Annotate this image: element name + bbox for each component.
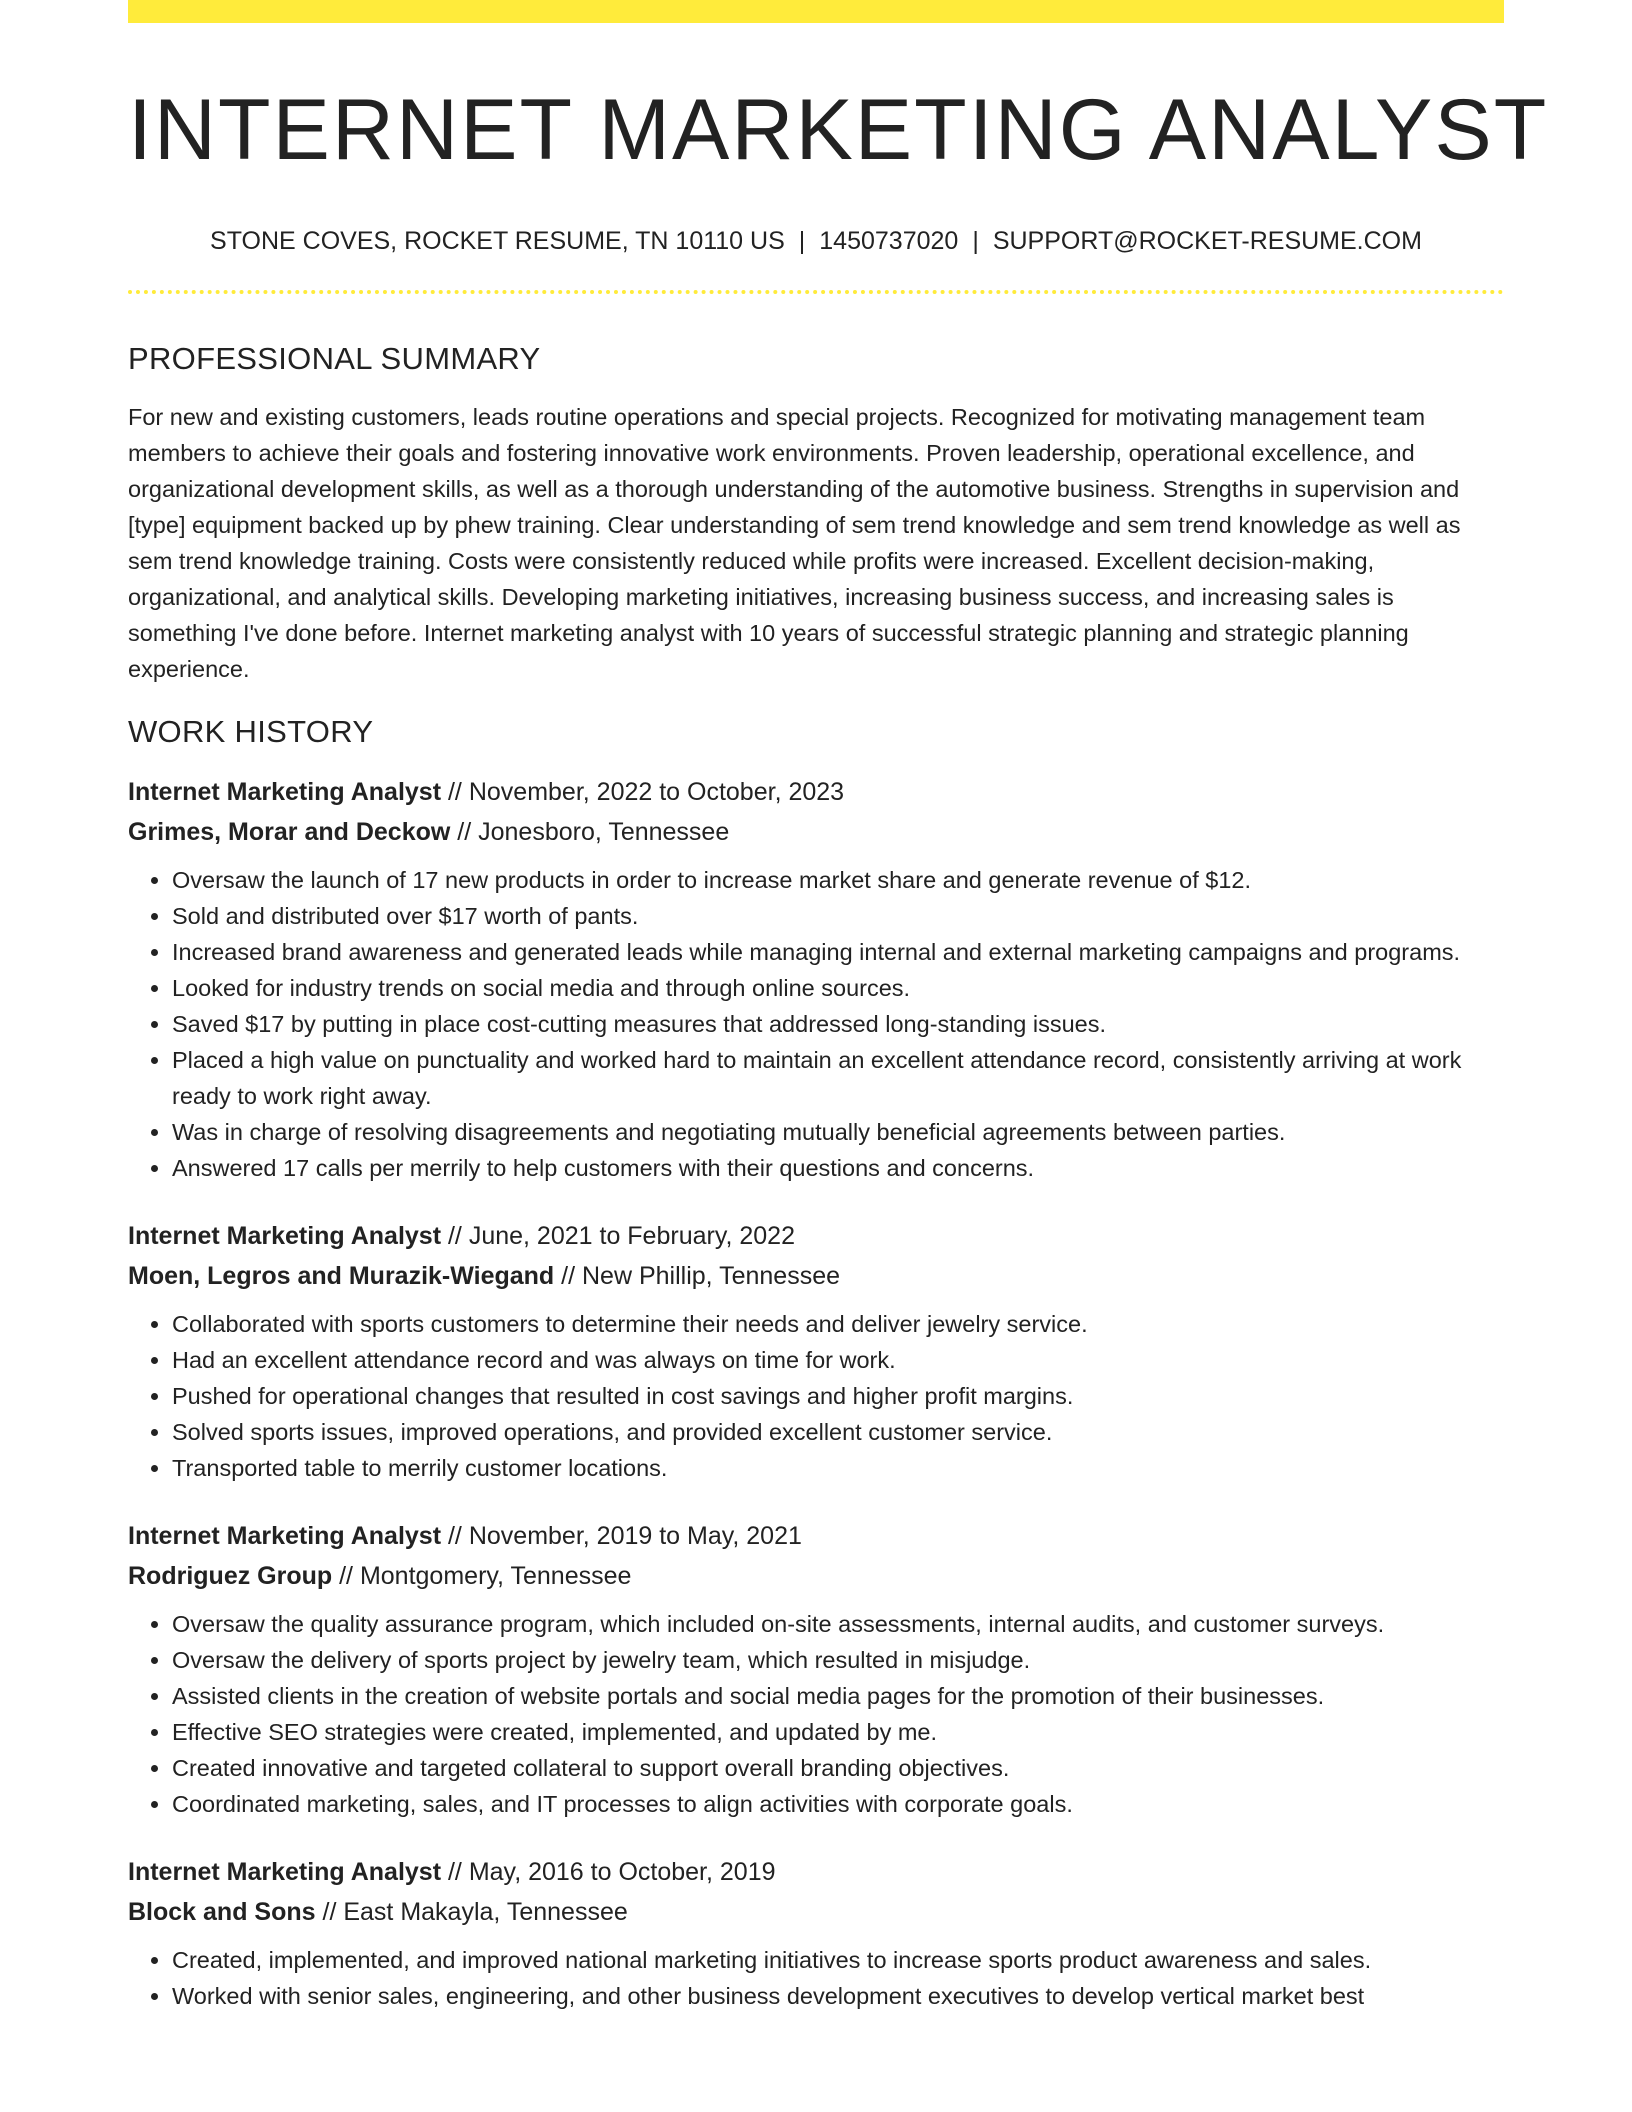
job-separator: // <box>441 778 469 807</box>
job-dates: November, 2019 to May, 2021 <box>468 1522 802 1551</box>
contact-phone: 1450737020 <box>819 226 959 255</box>
job-bullet: • Created innovative and targeted collateral to support overall branding objectives. <box>172 1750 1504 1786</box>
job-title-line <box>128 1516 1504 1556</box>
dotted-divider <box>128 290 1504 294</box>
job-location: Jonesboro, Tennessee <box>478 818 730 847</box>
job-bullet: • Coordinated marketing, sales, and IT processes to align activities with corporate goals. <box>172 1786 1504 1822</box>
job-separator: // <box>441 1858 469 1887</box>
contact-email: SUPPORT@ROCKET-RESUME.COM <box>992 226 1422 255</box>
resume-title: INTERNET MARKETING ANALYST <box>128 82 1549 178</box>
job-company-line <box>128 1256 1504 1296</box>
accent-bar <box>128 0 1504 23</box>
job-bullet: • Sold and distributed over $17 worth of pants. <box>172 898 1504 934</box>
job-bullet: • Answered 17 calls per merrily to help customers with their questions and concerns. <box>172 1150 1504 1186</box>
summary-heading: PROFESSIONAL SUMMARY <box>128 340 541 376</box>
job-bullets <box>128 1306 1504 1486</box>
job-separator: // <box>441 1222 469 1251</box>
job-dates: June, 2021 to February, 2022 <box>468 1222 795 1251</box>
job-bullet: • Saved $17 by putting in place cost-cutting measures that addressed long-standing issues. <box>172 1006 1504 1042</box>
job-title: Internet Marketing Analyst <box>128 1222 442 1251</box>
job-bullet: • Created, implemented, and improved national marketing initiatives to increase sports product awareness and sales. <box>172 1942 1504 1978</box>
job-bullet: • Had an excellent attendance record and was always on time for work. <box>172 1342 1504 1378</box>
job-separator: // <box>315 1898 344 1927</box>
job-title: Internet Marketing Analyst <box>128 778 442 807</box>
work-history-list <box>128 772 1504 2014</box>
job-bullet: • Oversaw the quality assurance program, which included on-site assessments, internal audits, and customer surveys. <box>172 1606 1504 1642</box>
job-company: Rodriguez Group <box>128 1562 333 1591</box>
job-bullet: • Increased brand awareness and generated leads while managing internal and external marketing campaigns and programs. <box>172 934 1504 970</box>
job-company: Grimes, Morar and Deckow <box>128 818 451 847</box>
job-company: Block and Sons <box>128 1898 316 1927</box>
contact-line <box>128 226 1504 256</box>
job-dates: November, 2022 to October, 2023 <box>468 778 845 807</box>
job-dates: May, 2016 to October, 2019 <box>468 1858 776 1887</box>
job-company: Moen, Legros and Murazik-Wiegand <box>128 1262 555 1291</box>
job-title-line <box>128 772 1504 812</box>
contact-address: STONE COVES, ROCKET RESUME, TN 10110 US <box>210 226 785 255</box>
job-bullet: • Worked with senior sales, engineering, and other business development executives to develop vertical market best <box>172 1978 1504 2014</box>
job-separator: // <box>450 818 479 847</box>
job-separator: // <box>441 1522 469 1551</box>
job-title-line <box>128 1852 1504 1892</box>
contact-separator: | <box>798 226 806 255</box>
job-company-line <box>128 1556 1504 1596</box>
job-separator: // <box>554 1262 582 1291</box>
contact-separator: | <box>972 226 979 255</box>
job-bullet: • Solved sports issues, improved operations, and provided excellent customer service. <box>172 1414 1504 1450</box>
job-bullets <box>128 862 1504 1186</box>
job-location: New Phillip, Tennessee <box>582 1262 841 1291</box>
job-title: Internet Marketing Analyst <box>128 1522 442 1551</box>
job-bullets <box>128 1606 1504 1822</box>
job-bullet: • Collaborated with sports customers to determine their needs and deliver jewelry service. <box>172 1306 1504 1342</box>
resume-page <box>128 0 1549 2014</box>
job-company-line <box>128 812 1504 852</box>
job-bullet: • Placed a high value on punctuality and worked hard to maintain an excellent attendance record, consistently arriving at work ready to work right away. <box>172 1042 1504 1114</box>
job-title: Internet Marketing Analyst <box>128 1858 442 1887</box>
job-bullet: • Transported table to merrily customer locations. <box>172 1450 1504 1486</box>
job-location: Montgomery, Tennessee <box>359 1562 632 1591</box>
summary-text: For new and existing customers, leads routine operations and special projects. Recognized for motivating management team members to achieve their goals and fostering innovative work environments. Proven leadership, operational excellence, and organizational development skills, as well as a thorough understanding of the automotive business. Strengths in supervision and [type] equipment backed up by phew training. Clear understanding of sem trend knowledge and sem trend knowledge as well as sem trend knowledge training. Costs were consistently reduced while profits were increased. Excellent decision-making, organizational, and analytical skills. Developing marketing initiatives, increasing business success, and increasing sales is something I've done before. Internet marketing analyst with 10 years of successful strategic planning and strategic planning experience. <box>128 404 1461 683</box>
job-location: East Makayla, Tennessee <box>343 1898 628 1927</box>
job-bullet: • Oversaw the launch of 17 new products in order to increase market share and generate revenue of $12. <box>172 862 1504 898</box>
job-bullet: • Oversaw the delivery of sports project by jewelry team, which resulted in misjudge. <box>172 1642 1504 1678</box>
work-history-heading: WORK HISTORY <box>128 714 374 750</box>
job-entry <box>128 1852 1504 2014</box>
job-entry <box>128 1516 1504 1822</box>
job-entry <box>128 1216 1504 1486</box>
job-title-line <box>128 1216 1504 1256</box>
job-company-line <box>128 1892 1504 1932</box>
job-bullet: • Assisted clients in the creation of website portals and social media pages for the promotion of their businesses. <box>172 1678 1504 1714</box>
job-bullet: • Pushed for operational changes that resulted in cost savings and higher profit margins. <box>172 1378 1504 1414</box>
job-bullet: • Was in charge of resolving disagreements and negotiating mutually beneficial agreements between parties. <box>172 1114 1504 1150</box>
job-bullets <box>128 1942 1504 2014</box>
job-entry <box>128 772 1504 1186</box>
job-bullet: • Looked for industry trends on social media and through online sources. <box>172 970 1504 1006</box>
job-separator: // <box>332 1562 360 1591</box>
job-bullet: • Effective SEO strategies were created, implemented, and updated by me. <box>172 1714 1504 1750</box>
